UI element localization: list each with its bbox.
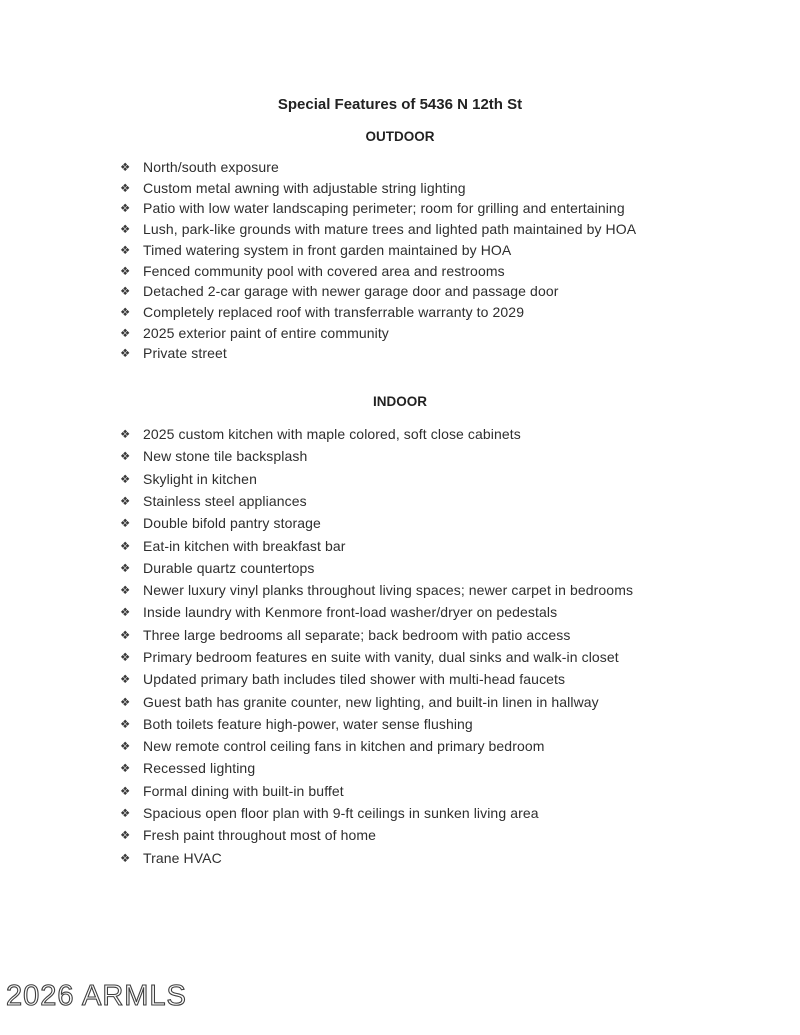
feature-item xyxy=(120,624,800,646)
bullet-diamond-icon: ❖ xyxy=(120,694,131,709)
feature-item xyxy=(120,757,800,779)
feature-text: Primary bedroom features en suite with vanity, dual sinks and walk-in closet xyxy=(143,649,619,665)
feature-text: Fresh paint throughout most of home xyxy=(143,827,377,844)
feature-text: Both toilets feature high-power, water sense flushing xyxy=(143,715,473,732)
bullet-diamond-icon: ❖ xyxy=(120,672,131,687)
feature-item xyxy=(120,261,800,282)
bullet-diamond-icon: ❖ xyxy=(120,493,131,508)
bullet-diamond-icon: ❖ xyxy=(120,605,131,620)
feature-text: Newer luxury vinyl planks throughout living spaces; newer carpet in bedrooms xyxy=(143,582,634,599)
bullet-diamond-icon: ❖ xyxy=(120,160,131,174)
feature-item xyxy=(120,735,800,757)
feature-text: North/south exposure xyxy=(143,159,279,175)
feature-text: Guest bath has granite counter, new lighting, and built-in linen in hallway xyxy=(143,693,599,710)
feature-item xyxy=(120,343,800,364)
bullet-diamond-icon: ❖ xyxy=(120,284,131,299)
bullet-diamond-icon: ❖ xyxy=(120,739,131,754)
feature-text: Three large bedrooms all separate; back bedroom with patio access xyxy=(143,626,571,643)
feature-text: Spacious open floor plan with 9-ft ceilings in sunken living area xyxy=(143,805,539,822)
bullet-diamond-icon: ❖ xyxy=(120,242,131,257)
feature-item xyxy=(120,445,800,467)
feature-item xyxy=(120,490,800,512)
feature-text: Patio with low water landscaping perimeter; room for grilling and entertaining xyxy=(143,200,625,217)
bullet-diamond-icon: ❖ xyxy=(120,560,131,575)
feature-item xyxy=(120,713,800,735)
bullet-diamond-icon: ❖ xyxy=(120,806,131,821)
bullet-diamond-icon: ❖ xyxy=(120,716,131,731)
feature-text: Eat-in kitchen with breakfast bar xyxy=(143,537,346,554)
section-heading-indoor: INDOOR xyxy=(373,394,427,410)
bullet-diamond-icon: ❖ xyxy=(120,850,131,865)
feature-item xyxy=(120,198,800,219)
bullet-diamond-icon: ❖ xyxy=(120,222,131,237)
feature-text: 2025 exterior paint of entire community xyxy=(143,324,389,341)
bullet-diamond-icon: ❖ xyxy=(120,201,131,216)
bullet-diamond-icon: ❖ xyxy=(120,627,131,642)
bullet-diamond-icon: ❖ xyxy=(120,516,131,531)
feature-text: Inside laundry with Kenmore front-load washer/dryer on pedestals xyxy=(143,604,558,621)
feature-item xyxy=(120,780,800,802)
bullet-diamond-icon: ❖ xyxy=(120,180,131,195)
feature-item xyxy=(120,557,800,579)
feature-text: Timed watering system in front garden maintained by HOA xyxy=(143,241,512,258)
feature-text: Stainless steel appliances xyxy=(143,492,307,509)
page-title: Special Features of 5436 N 12th St xyxy=(277,96,523,113)
bullet-diamond-icon: ❖ xyxy=(120,783,131,798)
section-outdoor xyxy=(0,129,800,364)
indoor-feature-list xyxy=(0,423,800,869)
feature-text: New remote control ceiling fans in kitchen and primary bedroom xyxy=(143,738,545,755)
feature-item xyxy=(120,468,800,490)
feature-text: New stone tile backsplash xyxy=(143,448,308,465)
feature-item xyxy=(120,423,800,445)
feature-text: 2025 custom kitchen with maple colored, soft close cabinets xyxy=(143,426,521,443)
bullet-diamond-icon: ❖ xyxy=(120,304,131,319)
feature-item xyxy=(120,302,800,323)
feature-text: Durable quartz countertops xyxy=(143,559,315,576)
bullet-diamond-icon: ❖ xyxy=(120,828,131,843)
feature-text: Lush, park-like grounds with mature trees and lighted path maintained by HOA xyxy=(143,221,637,238)
feature-item xyxy=(120,847,800,869)
feature-item xyxy=(120,824,800,846)
feature-text: Skylight in kitchen xyxy=(143,470,257,487)
feature-item xyxy=(120,535,800,557)
feature-item xyxy=(120,323,800,344)
feature-item xyxy=(120,601,800,623)
feature-item xyxy=(120,668,800,690)
bullet-diamond-icon: ❖ xyxy=(120,263,131,278)
feature-text: Completely replaced roof with transferrable warranty to 2029 xyxy=(143,303,525,320)
feature-text: Double bifold pantry storage xyxy=(143,515,321,532)
armls-watermark: 2026 ARMLS xyxy=(6,980,187,1012)
feature-text: Updated primary bath includes tiled shower with multi-head faucets xyxy=(143,671,566,688)
bullet-diamond-icon: ❖ xyxy=(120,471,131,486)
bullet-diamond-icon: ❖ xyxy=(120,761,131,776)
bullet-diamond-icon: ❖ xyxy=(120,538,131,553)
bullet-diamond-icon: ❖ xyxy=(120,449,131,464)
bullet-diamond-icon: ❖ xyxy=(120,325,131,340)
bullet-diamond-icon: ❖ xyxy=(120,427,131,442)
feature-item xyxy=(120,157,800,178)
section-indoor xyxy=(0,394,800,869)
feature-item xyxy=(120,646,800,668)
feature-text: Detached 2-car garage with newer garage door and passage door xyxy=(143,283,559,300)
feature-text: Recessed lighting xyxy=(143,760,256,777)
feature-text: Custom metal awning with adjustable string lighting xyxy=(143,179,466,196)
bullet-diamond-icon: ❖ xyxy=(120,346,131,361)
bullet-diamond-icon: ❖ xyxy=(120,650,131,664)
feature-item xyxy=(120,691,800,713)
feature-item xyxy=(120,178,800,199)
outdoor-feature-list xyxy=(0,157,800,364)
feature-text: Trane HVAC xyxy=(143,849,222,866)
feature-text: Fenced community pool with covered area and restrooms xyxy=(143,262,505,279)
feature-item xyxy=(120,802,800,824)
feature-item xyxy=(120,579,800,601)
feature-item xyxy=(120,512,800,534)
section-heading-outdoor: OUTDOOR xyxy=(365,129,435,144)
feature-item xyxy=(120,219,800,240)
feature-text: Formal dining with built-in buffet xyxy=(143,782,344,799)
feature-item xyxy=(120,281,800,302)
feature-item xyxy=(120,240,800,261)
feature-text: Private street xyxy=(143,345,227,362)
bullet-diamond-icon: ❖ xyxy=(120,583,131,598)
